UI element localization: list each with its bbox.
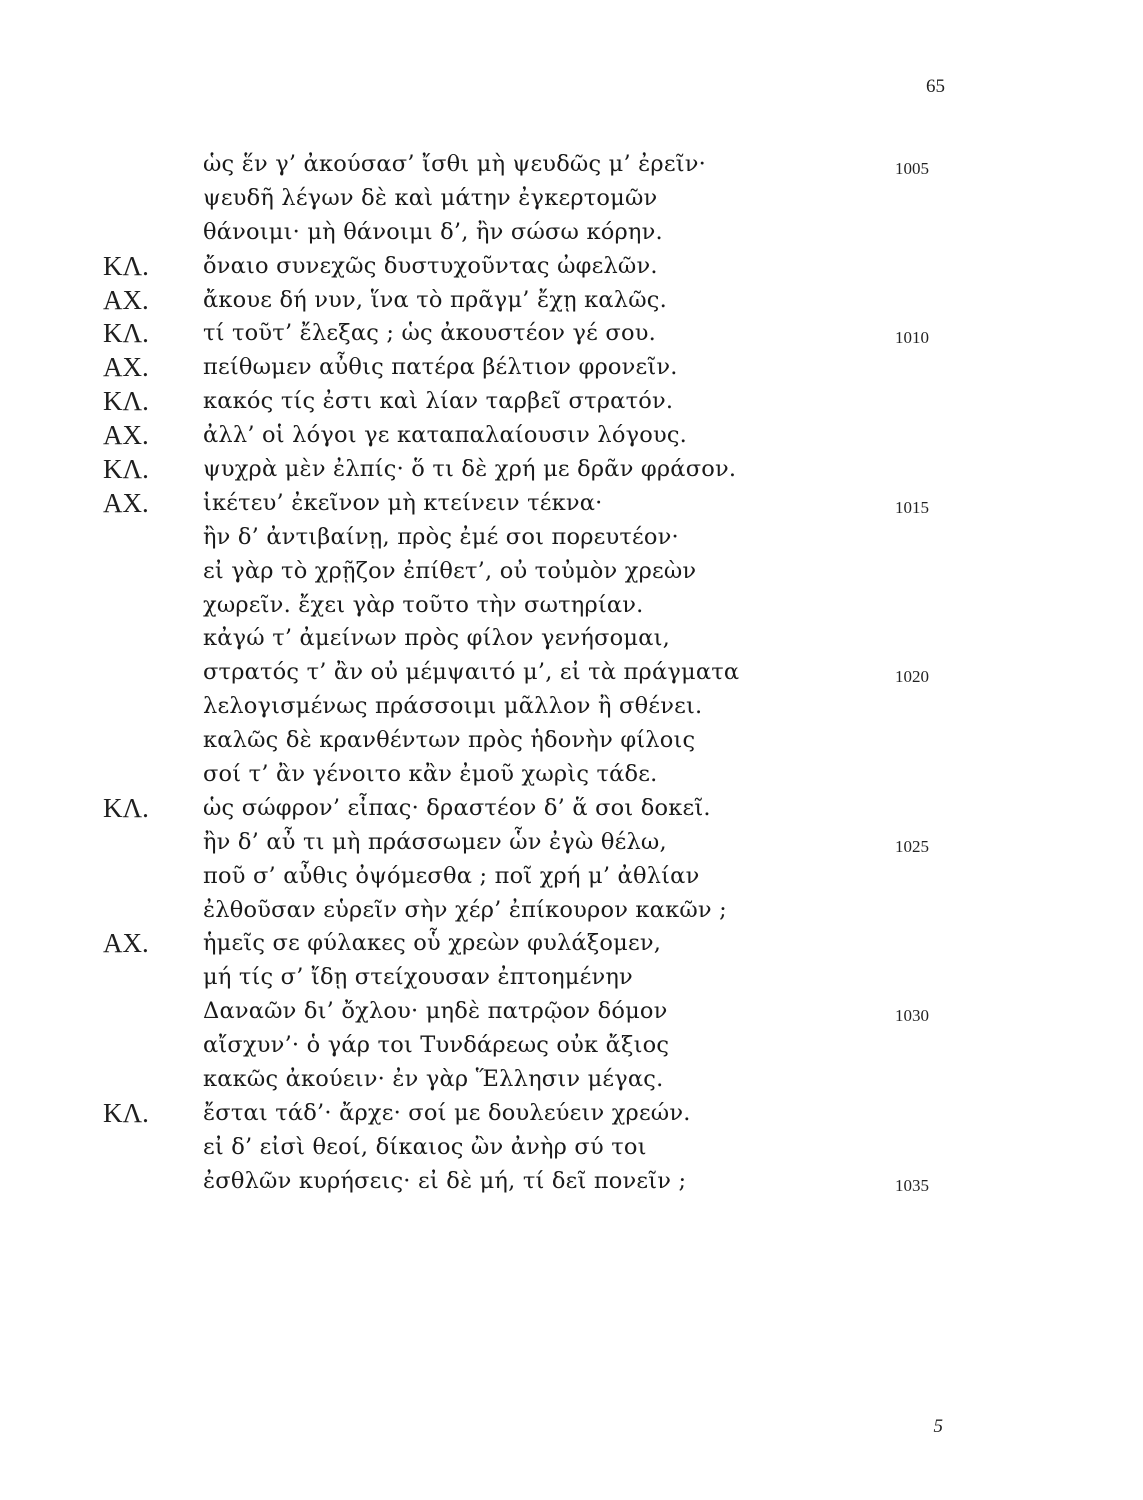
verse-text: ἔσται τάδ’· ἄρχε· σοί με δουλεύειν χρεών. xyxy=(203,1099,691,1126)
verse-text: ὡς ἕν γ’ ἀκούσασ’ ἴσθι μὴ ψευδῶς μ’ ἐρεῖν· xyxy=(203,151,706,177)
verse-text: καλῶς δὲ κρανθέντων πρὸς ἡδονὴν φίλοις xyxy=(203,727,696,754)
line-number: 1025 xyxy=(895,836,929,856)
verse-line xyxy=(0,995,1143,1029)
speaker-label: ΑΧ. xyxy=(103,352,149,383)
verse-line xyxy=(0,216,1143,250)
verse-line xyxy=(0,1165,1143,1199)
verse-line xyxy=(0,792,1143,826)
verse-line xyxy=(0,555,1143,589)
verse-line xyxy=(0,1063,1143,1097)
speaker-label: ΑΧ. xyxy=(103,487,149,518)
verse-line xyxy=(0,724,1143,758)
verse-text: τί τοῦτ’ ἔλεξας ; ὡς ἀκουστέον γέ σου. xyxy=(203,320,656,347)
verse-text: μή τίς σ’ ἴδῃ στείχουσαν ἐπτοημένην xyxy=(203,964,633,991)
verse-line xyxy=(0,453,1143,487)
verse-text: εἰ γὰρ τὸ χρῇζον ἐπίθετ’, οὐ τοὐμὸν χρεὼν xyxy=(203,557,697,584)
verse-line xyxy=(0,860,1143,894)
verse-line xyxy=(0,961,1143,995)
verse-text: κἀγώ τ’ ἀμείνων πρὸς φίλον γενήσομαι, xyxy=(203,625,670,652)
line-number: 1035 xyxy=(895,1175,929,1195)
verse-line xyxy=(0,894,1143,928)
verse-block xyxy=(0,148,1143,1199)
verse-text: ἱκέτευ’ ἐκεῖνον μὴ κτείνειν τέκνα· xyxy=(203,489,603,516)
line-number: 1005 xyxy=(895,159,929,178)
page-number: 65 xyxy=(926,76,945,97)
verse-text: ποῦ σ’ αὖθις ὀψόμεσθα ; ποῖ χρή μ’ ἀθλίαν xyxy=(203,862,700,889)
verse-line xyxy=(0,419,1143,453)
verse-text: Δαναῶν δι’ ὄχλου· μηδὲ πατρῷον δόμον xyxy=(203,998,668,1025)
verse-line xyxy=(0,656,1143,690)
verse-line xyxy=(0,148,1143,182)
verse-text: ἀλλ’ οἱ λόγοι γε καταπαλαίουσιν λόγους. xyxy=(203,422,687,449)
speaker-label: ΚΛ. xyxy=(103,1097,149,1128)
verse-line xyxy=(0,351,1143,385)
verse-line xyxy=(0,1131,1143,1165)
verse-text: κακῶς ἀκούειν· ἐν γὰρ Ἕλλησιν μέγας. xyxy=(203,1066,664,1093)
verse-text: πείθωμεν αὖθις πατέρα βέλτιον φρονεῖν. xyxy=(203,354,678,381)
speaker-label: ΑΧ. xyxy=(103,420,149,451)
verse-line xyxy=(0,317,1143,351)
verse-line xyxy=(0,1029,1143,1063)
verse-line xyxy=(0,284,1143,318)
speaker-label: ΚΛ. xyxy=(103,318,149,349)
verse-text: στρατός τ’ ἂν οὐ μέμψαιτό μ’, εἰ τὰ πράγματα xyxy=(203,659,740,686)
verse-text: ἐσθλῶν κυρήσεις· εἰ δὲ μή, τί δεῖ πονεῖν ; xyxy=(203,1167,687,1194)
signature-mark: 5 xyxy=(933,1416,943,1437)
verse-text: ψυχρὰ μὲν ἐλπίς· ὅ τι δὲ χρή με δρᾶν φράσον. xyxy=(203,456,737,483)
verse-text: σοί τ’ ἂν γένοιτο κἂν ἐμοῦ χωρὶς τάδε. xyxy=(203,761,658,788)
verse-line xyxy=(0,622,1143,656)
verse-line xyxy=(0,826,1143,860)
verse-line xyxy=(0,927,1143,961)
line-number: 1015 xyxy=(895,497,929,517)
speaker-label: ΚΛ. xyxy=(103,454,149,485)
speaker-label: ΚΛ. xyxy=(103,250,149,281)
verse-text: εἰ δ’ εἰσὶ θεοί, δίκαιος ὢν ἀνὴρ σύ τοι xyxy=(203,1133,647,1160)
verse-text: κακός τίς ἐστι καὶ λίαν ταρβεῖ στρατόν. xyxy=(203,388,674,415)
verse-text: ὡς σώφρον’ εἶπας· δραστέον δ’ ἅ σοι δοκεῖ. xyxy=(203,794,711,821)
verse-text: ἄκουε δή νυν, ἵνα τὸ πρᾶγμ’ ἔχῃ καλῶς. xyxy=(203,286,667,313)
verse-line xyxy=(0,758,1143,792)
verse-text: θάνοιμι· μὴ θάνοιμι δ’, ἢν σώσω κόρην. xyxy=(203,218,663,245)
verse-line xyxy=(0,182,1143,216)
verse-line xyxy=(0,589,1143,623)
speaker-label: ΚΛ. xyxy=(103,386,149,417)
verse-line xyxy=(0,690,1143,724)
verse-line xyxy=(0,385,1143,419)
line-number: 1020 xyxy=(895,667,929,687)
verse-text: ἡμεῖς σε φύλακες οὗ χρεὼν φυλάξομεν, xyxy=(203,930,662,957)
verse-text: ἢν δ’ ἀντιβαίνῃ, πρὸς ἐμέ σοι πορευτέον· xyxy=(203,523,679,550)
line-number: 1030 xyxy=(895,1006,929,1026)
verse-line xyxy=(0,1097,1143,1131)
line-number: 1010 xyxy=(895,328,929,348)
verse-text: ἢν δ’ αὖ τι μὴ πράσσωμεν ὧν ἐγὼ θέλω, xyxy=(203,828,667,855)
verse-text: αἴσχυν’· ὁ γάρ τοι Τυνδάρεως οὐκ ἄξιος xyxy=(203,1032,670,1059)
speaker-label: ΑΧ. xyxy=(103,284,149,315)
verse-text: ἐλθοῦσαν εὑρεῖν σὴν χέρ’ ἐπίκουρον κακῶν ; xyxy=(203,896,727,923)
verse-line xyxy=(0,521,1143,555)
speaker-label: ΑΧ. xyxy=(103,928,149,959)
verse-text: λελογισμένως πράσσοιμι μᾶλλον ἢ σθένει. xyxy=(203,693,703,720)
verse-text: χωρεῖν. ἔχει γὰρ τοῦτο τὴν σωτηρίαν. xyxy=(203,591,644,618)
verse-text: ὄναιο συνεχῶς δυστυχοῦντας ὠφελῶν. xyxy=(203,252,658,279)
verse-line xyxy=(0,487,1143,521)
verse-text: ψευδῆ λέγων δὲ καὶ μάτην ἐγκερτομῶν xyxy=(203,184,658,211)
speaker-label: ΚΛ. xyxy=(103,792,149,823)
verse-line xyxy=(0,250,1143,284)
